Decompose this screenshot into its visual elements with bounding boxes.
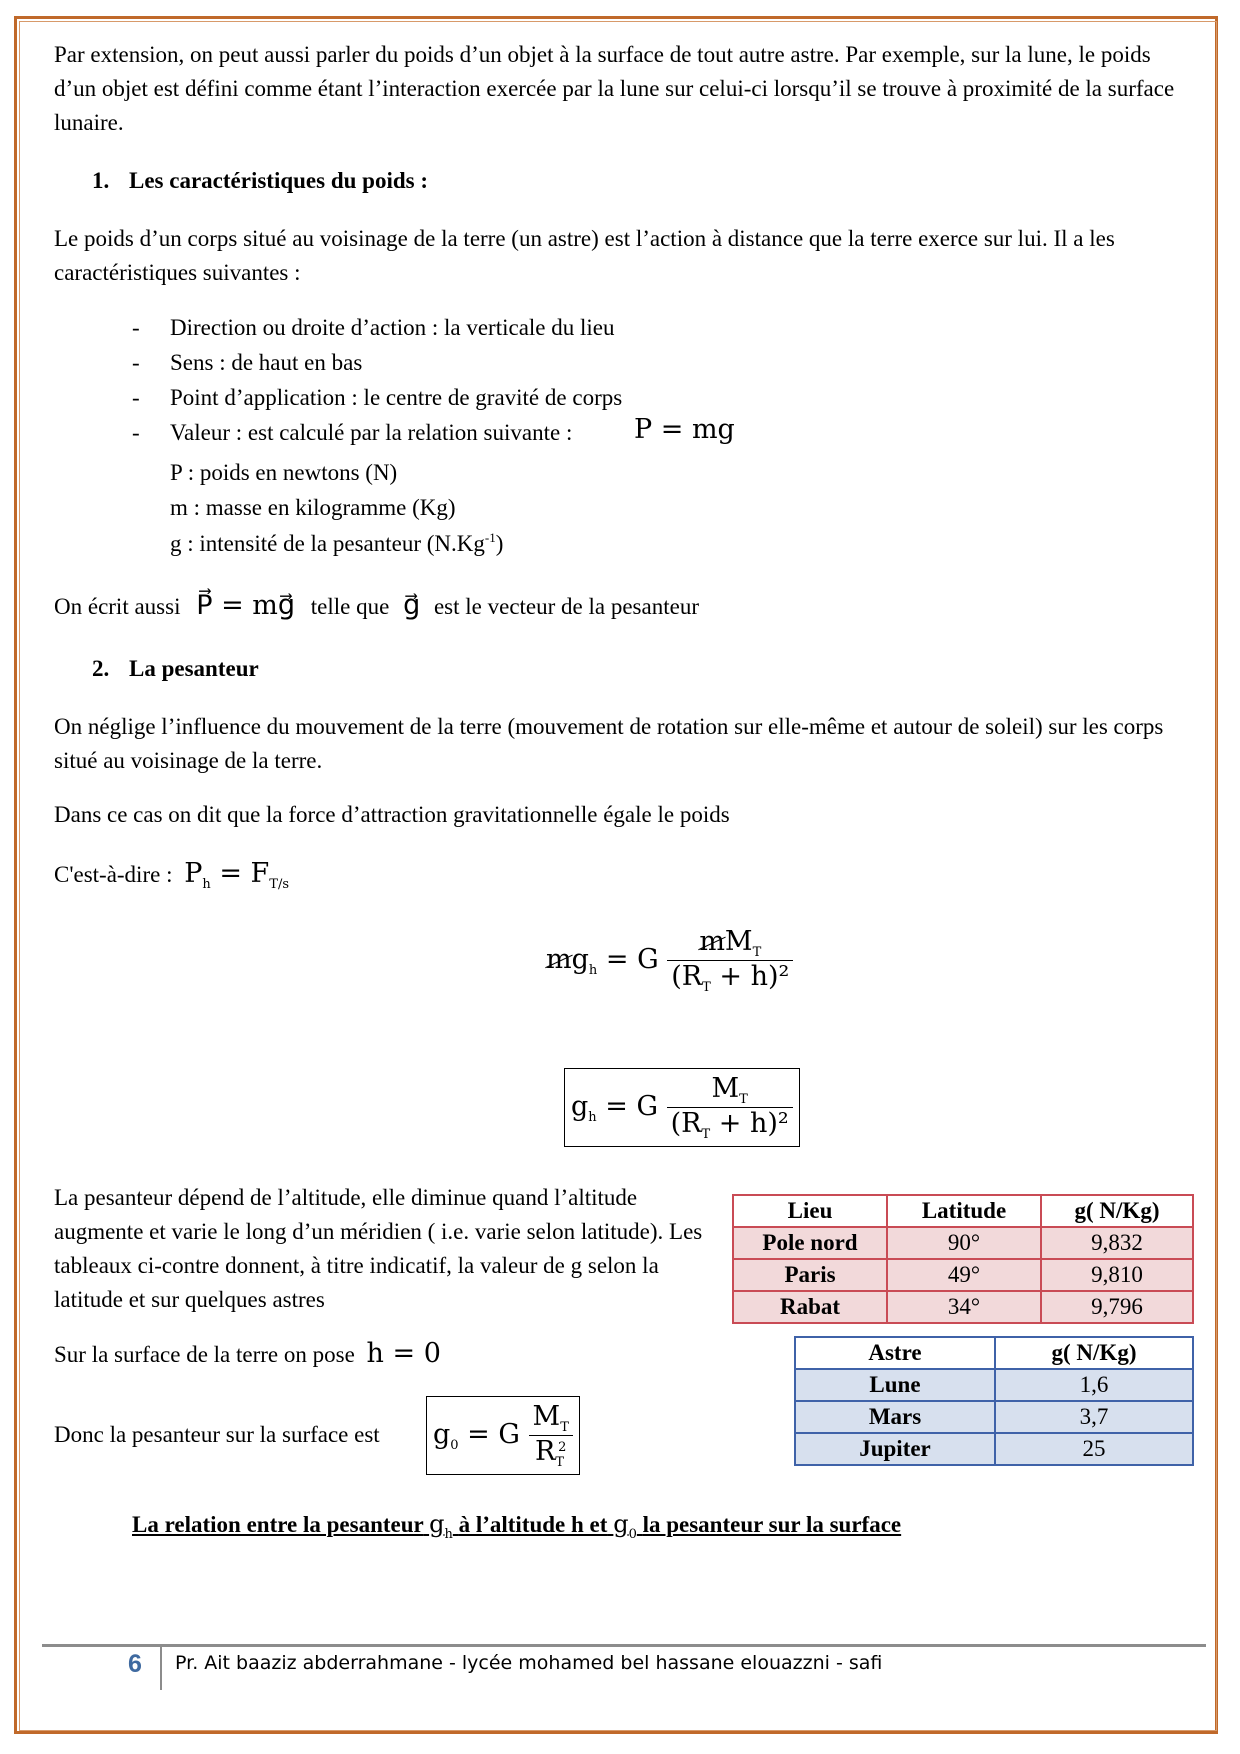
weight-formula: P = mg: [634, 414, 735, 445]
table-header: g( N/Kg): [1041, 1195, 1193, 1227]
section2-title: La pesanteur: [129, 656, 259, 681]
section2-heading: [92, 656, 259, 682]
cest-a-dire-line: C'est-à-dire : $P_h = F_{T/s}$: [54, 858, 290, 892]
section2-paragraph2: Dans ce cas on dit que la force d’attraction gravitationnelle égale le poids: [54, 802, 730, 827]
gh-boxed-formula: $g_h = G$ $\frac{M_T}{(R_T + h)^2}$: [564, 1068, 800, 1147]
section2-number: 2.: [92, 656, 110, 681]
table-header: Latitude: [887, 1195, 1041, 1227]
section1-number: 1.: [92, 168, 110, 193]
table-header: Astre: [795, 1337, 995, 1369]
section1-heading: [92, 168, 428, 194]
table-row: Lune 1,6: [795, 1369, 1193, 1401]
donc-line: Donc la pesanteur sur la surface est: [54, 1422, 380, 1447]
definition-g: g : intensité de la pesanteur $(N.Kg^{-1})$: [170, 530, 504, 556]
surface-line: Sur la surface de la terre on pose h = 0: [54, 1338, 441, 1369]
vector-sentence: On écrit aussi P⃗ = mg⃗ telle que g⃗ est le vecteur de la pesanteur: [54, 590, 699, 621]
footer-separator: [160, 1646, 162, 1690]
section2-paragraph3: La pesanteur dépend de l’altitude, elle diminue quand l’altitude augmente et varie le long d’un méridien ( i.e. varie selon latitude). Les tableaux ci-contre donnent, à titre indicatif, la valeur de g selon la latitude et sur quelques astres: [54, 1185, 703, 1312]
vector-formula: P⃗ = mg⃗: [196, 590, 296, 621]
table-row: Jupiter 25: [795, 1433, 1193, 1465]
latitude-table: [732, 1194, 1194, 1324]
footer-divider: [42, 1644, 1206, 1647]
definition-m: m : masse en kilogramme (Kg): [170, 495, 456, 520]
section1-title: Les caractéristiques du poids :: [129, 168, 428, 193]
table-row: Pole nord 90° 9,832: [733, 1227, 1193, 1259]
ph-equals-f: $P_h = F_{T/s}$: [184, 858, 290, 892]
g-vector: g⃗: [403, 590, 421, 621]
footer-author: Pr. Ait baaziz abderrahmane - lycée mohamed bel hassane elouazzni - safi: [175, 1652, 883, 1674]
table-header: g( N/Kg): [995, 1337, 1193, 1369]
section1-paragraph: Le poids d’un corps situé au voisinage de la terre (un astre) est l’action à distance que la terre exerce sur lui. Il a les caractéristiques suivantes :: [54, 226, 1115, 285]
page-number: 6: [128, 1650, 142, 1678]
g0-boxed-formula: $g_0 = G$ $\frac{M_T}{R_T^2}$: [426, 1396, 580, 1475]
table-row: Mars 3,7: [795, 1401, 1193, 1433]
h-zero: h = 0: [366, 1338, 441, 1369]
intro-paragraph: Par extension, on peut aussi parler du poids d’un objet à la surface de tout autre astre. Par exemple, sur la lune, le poids d’un objet est défini comme étant l’interaction exercée par la lune sur celui-ci lorsqu’il se trouve à proximité de la surface lunaire.: [54, 42, 1175, 135]
astres-table: [794, 1336, 1194, 1466]
table-row: Rabat 34° 9,796: [733, 1291, 1193, 1323]
definition-p: P : poids en newtons (N): [170, 460, 398, 485]
table-row: Paris 49° 9,810: [733, 1259, 1193, 1291]
relation-heading: La relation entre la pesanteur $g_h$ à l’altitude h et $g_0$ la pesanteur sur la surface: [132, 1510, 902, 1542]
section2-paragraph1: On néglige l’influence du mouvement de la terre (mouvement de rotation sur elle-même et autour de soleil) sur les corps situé au voisinage de la terre.: [54, 714, 1164, 773]
gravity-equation: $mg_h = G$ $\frac{mM_T}{(R_T + h)^2}$: [546, 926, 793, 995]
table-header: Lieu: [733, 1195, 887, 1227]
